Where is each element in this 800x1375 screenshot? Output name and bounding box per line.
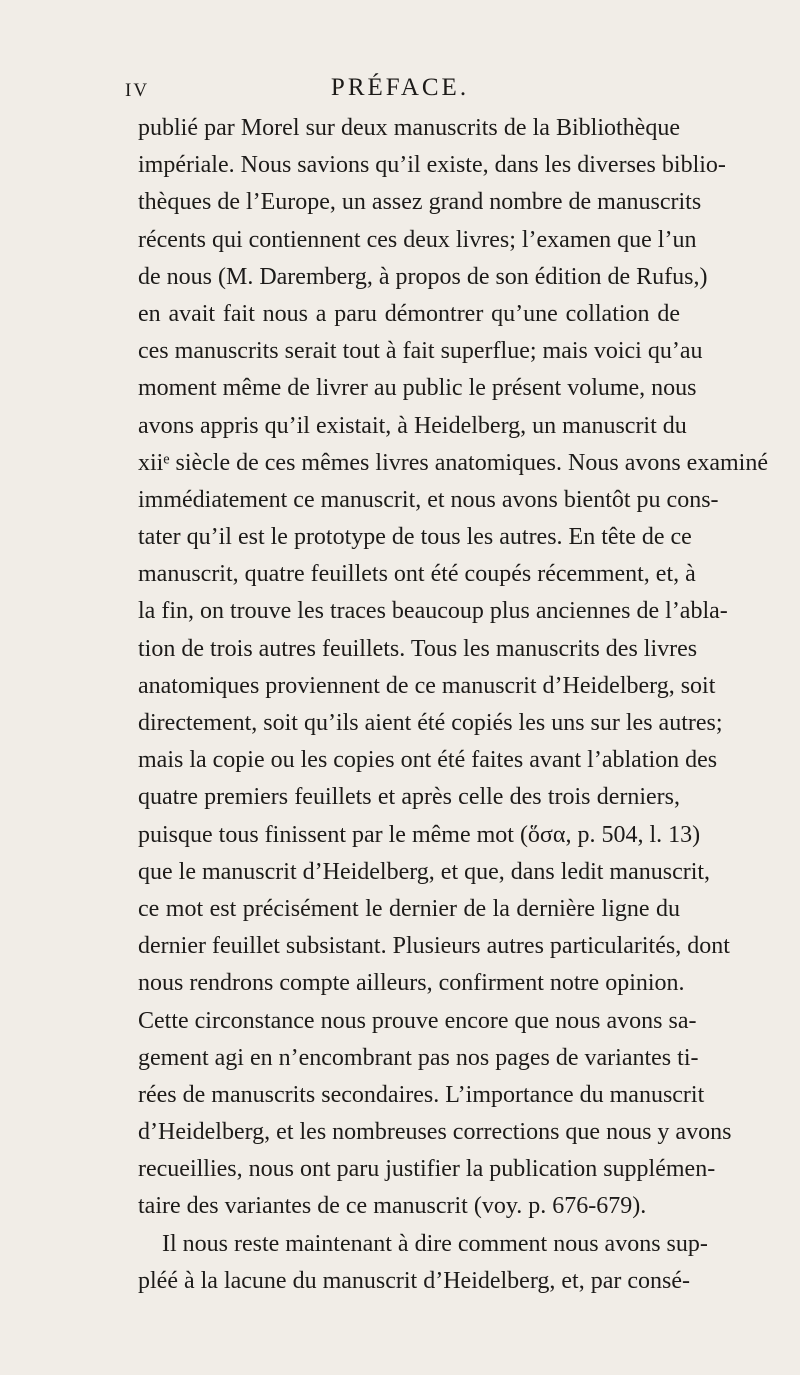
- text-line: ces manuscrits serait tout à fait superflue; mais voici qu’au: [138, 338, 703, 365]
- text-line: pléé à la lacune du manuscrit d’Heidelberg, et, par consé-: [138, 1267, 690, 1294]
- paragraph: [138, 1226, 708, 1300]
- text-line: de nous (M. Daremberg, à propos de son édition de Rufus,): [138, 263, 708, 290]
- text-line: quatre premiers feuillets et après celle des trois derniers,: [138, 784, 680, 811]
- text-line: d’Heidelberg, et les nombreuses corrections que nous y avons: [138, 1119, 732, 1146]
- text-line: en avait fait nous a paru démontrer qu’une collation de: [138, 300, 680, 327]
- text-line: anatomiques proviennent de ce manuscrit d’Heidelberg, soit: [138, 672, 716, 699]
- text-line: dernier feuillet subsistant. Plusieurs autres particularités, dont: [138, 933, 730, 960]
- text-line: avons appris qu’il existait, à Heidelberg, un manuscrit du: [138, 412, 687, 439]
- text-line: la fin, on trouve les traces beaucoup plus anciennes de l’abla-: [138, 598, 728, 625]
- text-line: recueillies, nous ont paru justifier la publication supplémen-: [138, 1156, 716, 1183]
- text-line: moment même de livrer au public le présent volume, nous: [138, 375, 697, 402]
- text-line: directement, soit qu’ils aient été copiés les uns sur les autres;: [138, 710, 723, 736]
- text-line: manuscrit, quatre feuillets ont été coupés récemment, et, à: [138, 561, 696, 588]
- body-text: [138, 110, 768, 1300]
- paragraph: [138, 110, 768, 1226]
- text-line: mais la copie ou les copies ont été faites avant l’ablation des: [138, 747, 718, 774]
- text-line: Il nous reste maintenant à dire comment nous avons sup-: [162, 1230, 708, 1257]
- text-line: immédiatement ce manuscrit, et nous avons bientôt pu cons-: [138, 486, 719, 513]
- text-line: récents qui contiennent ces deux livres; l’examen que l’un: [138, 226, 697, 253]
- text-line: gement agi en n’encombrant pas nos pages de variantes ti-: [138, 1044, 699, 1071]
- text-line: que le manuscrit d’Heidelberg, et que, dans ledit manuscrit,: [138, 858, 711, 885]
- text-line: rées de manuscrits secondaires. L’importance du manuscrit: [138, 1081, 705, 1108]
- text-line: taire des variantes de ce manuscrit (voy. p. 676-679).: [138, 1193, 647, 1220]
- text-line: ce mot est précisément le dernier de la dernière ligne du: [138, 895, 680, 922]
- page-number: IV: [125, 80, 150, 101]
- text-line: tater qu’il est le prototype de tous les autres. En tête de ce: [138, 524, 692, 551]
- text-line: publié par Morel sur deux manuscrits de la Bibliothèque: [138, 115, 680, 141]
- text-line: puisque tous finissent par le même mot (ὅσα, p. 504, l. 13): [138, 821, 701, 848]
- text-line: xiiᵉ siècle de ces mêmes livres anatomiques. Nous avons examiné: [138, 449, 768, 476]
- text-line: nous rendrons compte ailleurs, confirment notre opinion.: [138, 970, 685, 997]
- text-line: thèques de l’Europe, un assez grand nombre de manuscrits: [138, 189, 702, 216]
- text-line: Cette circonstance nous prouve encore que nous avons sa-: [138, 1007, 697, 1034]
- running-title: PRÉFACE.: [330, 74, 470, 101]
- text-line: impériale. Nous savions qu’il existe, dans les diverses biblio-: [138, 152, 726, 179]
- text-line: tion de trois autres feuillets. Tous les manuscrits des livres: [138, 635, 698, 662]
